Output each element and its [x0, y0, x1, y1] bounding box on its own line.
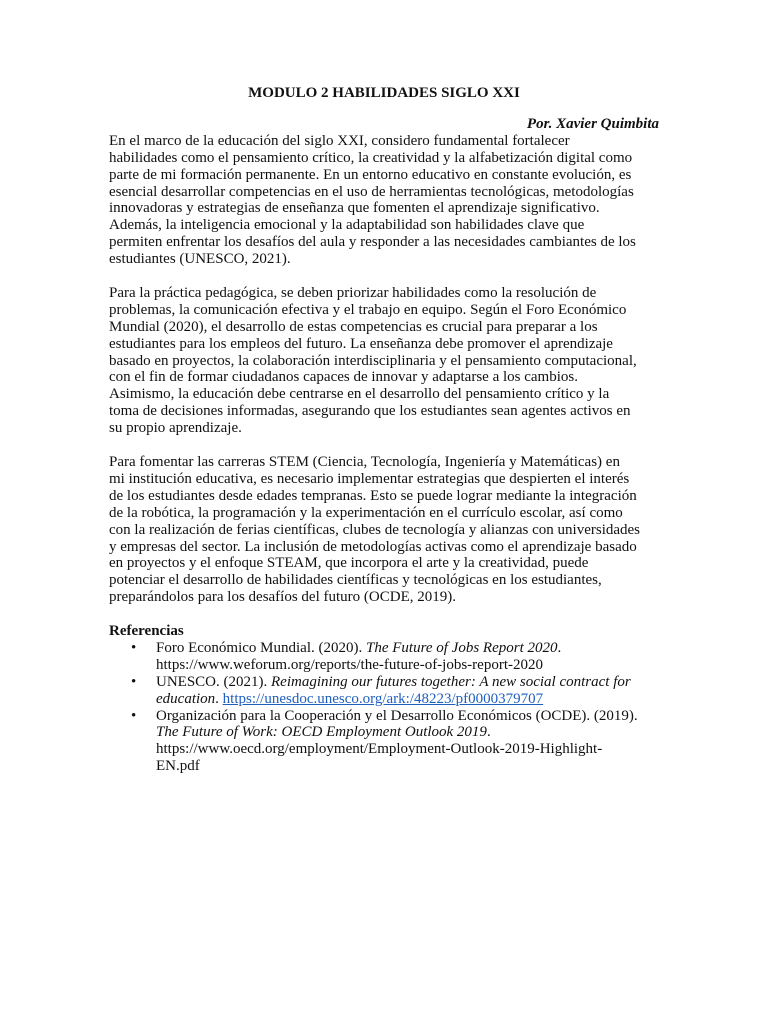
reference-title-cont: education [156, 690, 216, 707]
author-line: Por. Xavier Quimbita [526, 115, 659, 132]
text-line: y empresas del sector. La inclusión de metodologías activas como el aprendizaje basado [109, 538, 637, 555]
reference-line [156, 674, 659, 691]
text-line: estudiantes para los empleos del futuro. La enseñanza debe promover el aprendizaje [109, 335, 613, 352]
reference-item [109, 708, 659, 776]
reference-item [109, 674, 659, 708]
reference-author: UNESCO. (2021). [156, 673, 271, 690]
document-body [109, 85, 659, 775]
reference-item [109, 640, 659, 674]
bullet-icon: • [131, 639, 137, 656]
text-line: preparándolos para los desafíos del futuro (OCDE, 2019). [109, 589, 456, 606]
text-line: parte de mi formación permanente. En un entorno educativo en constante evolución, es [109, 166, 632, 183]
text-line: con el fin de formar ciudadanos capaces de innovar y adaptarse a los cambios. [109, 369, 578, 386]
text-line: estudiantes (UNESCO, 2021). [109, 251, 291, 268]
text-line: toma de decisiones informadas, asegurando que los estudiantes sean agentes activos en [109, 403, 631, 420]
reference-url: https://www.weforum.org/reports/the-future-of-jobs-report-2020 [156, 656, 543, 673]
text-line: de la robótica, la programación y la experimentación en el currículo escolar, así como [109, 504, 623, 521]
reference-line [156, 691, 659, 708]
text-line: Para fomentar las carreras STEM (Ciencia, Tecnología, Ingeniería y Matemáticas) en [109, 454, 620, 470]
reference-url-cont: EN.pdf [156, 758, 200, 775]
text-line: innovadoras y estrategias de enseñanza que fomenten el aprendizaje significativo. [109, 200, 600, 217]
references-heading: Referencias [109, 623, 184, 640]
bullet-icon: • [131, 707, 137, 724]
text-line: esencial desarrollar competencias en el uso de herramientas tecnológicas, metodologías [109, 183, 634, 200]
text-line: Además, la inteligencia emocional y la adaptabilidad son habilidades clave que [109, 217, 585, 234]
text-line: permiten enfrentar los desafíos del aula y responder a las necesidades cambiantes de los [109, 234, 636, 251]
text-line: su propio aprendizaje. [109, 420, 242, 437]
paragraph-3 [109, 454, 659, 606]
reference-line: Organización para la Cooperación y el Desarrollo Económicos (OCDE). (2019). [156, 707, 638, 724]
text-line: Mundial (2020), el desarrollo de estas competencias es crucial para preparar a los [109, 318, 598, 335]
text-line: habilidades como el pensamiento crítico, la creatividad y la alfabetización digital como [109, 149, 633, 166]
reference-title: The Future of Jobs Report 2020 [365, 639, 558, 656]
text-line: potenciar el desarrollo de habilidades científicas y tecnológicas en los estudiantes, [109, 572, 602, 589]
reference-url: https://www.oecd.org/employment/Employment-Outlook-2019-Highlight- [156, 741, 603, 758]
references-list [109, 640, 659, 775]
text-line: de los estudiantes desde edades tempranas. Esto se puede lograr mediante la integración [109, 487, 637, 504]
text-line: problemas, la comunicación efectiva y el trabajo en equipo. Según el Foro Económico [109, 301, 627, 318]
text-line: en proyectos y el enfoque STEAM, que incorpora el arte y la creatividad, puede [109, 555, 589, 572]
reference-link[interactable]: https://unesdoc.unesco.org/ark:/48223/pf0000379707 [222, 690, 544, 707]
reference-title: The Future of Work: OECD Employment Outlook 2019 [156, 724, 487, 741]
text-line: Asimismo, la educación debe centrarse en el desarrollo del pensamiento crítico y la [109, 386, 610, 403]
text-line: Para la práctica pedagógica, se deben priorizar habilidades como la resolución de [109, 284, 597, 301]
text-line: con la realización de ferias científicas, clubes de tecnología y alianzas con universidades [109, 521, 641, 538]
document-title: MODULO 2 HABILIDADES SIGLO XXI [248, 85, 520, 101]
reference-author: Foro Económico Mundial. (2020). [156, 639, 366, 656]
reference-line [156, 640, 659, 657]
reference-title: Reimagining our futures together: A new social contract for [271, 673, 631, 690]
text-line: mi institución educativa, es necesario implementar estrategias que despierten el interés [109, 470, 630, 487]
reference-line [156, 724, 659, 741]
text-line: basado en proyectos, la colaboración interdisciplinaria y el pensamiento computacional, [109, 352, 637, 369]
text-line: En el marco de la educación del siglo XXI, considero fundamental fortalecer [109, 132, 570, 149]
reference-punct: . [215, 690, 223, 707]
reference-punct: . [557, 639, 562, 656]
paragraph-2 [109, 285, 659, 437]
reference-punct: . [486, 724, 491, 741]
bullet-icon: • [131, 673, 137, 690]
paragraph-1 [109, 133, 659, 268]
